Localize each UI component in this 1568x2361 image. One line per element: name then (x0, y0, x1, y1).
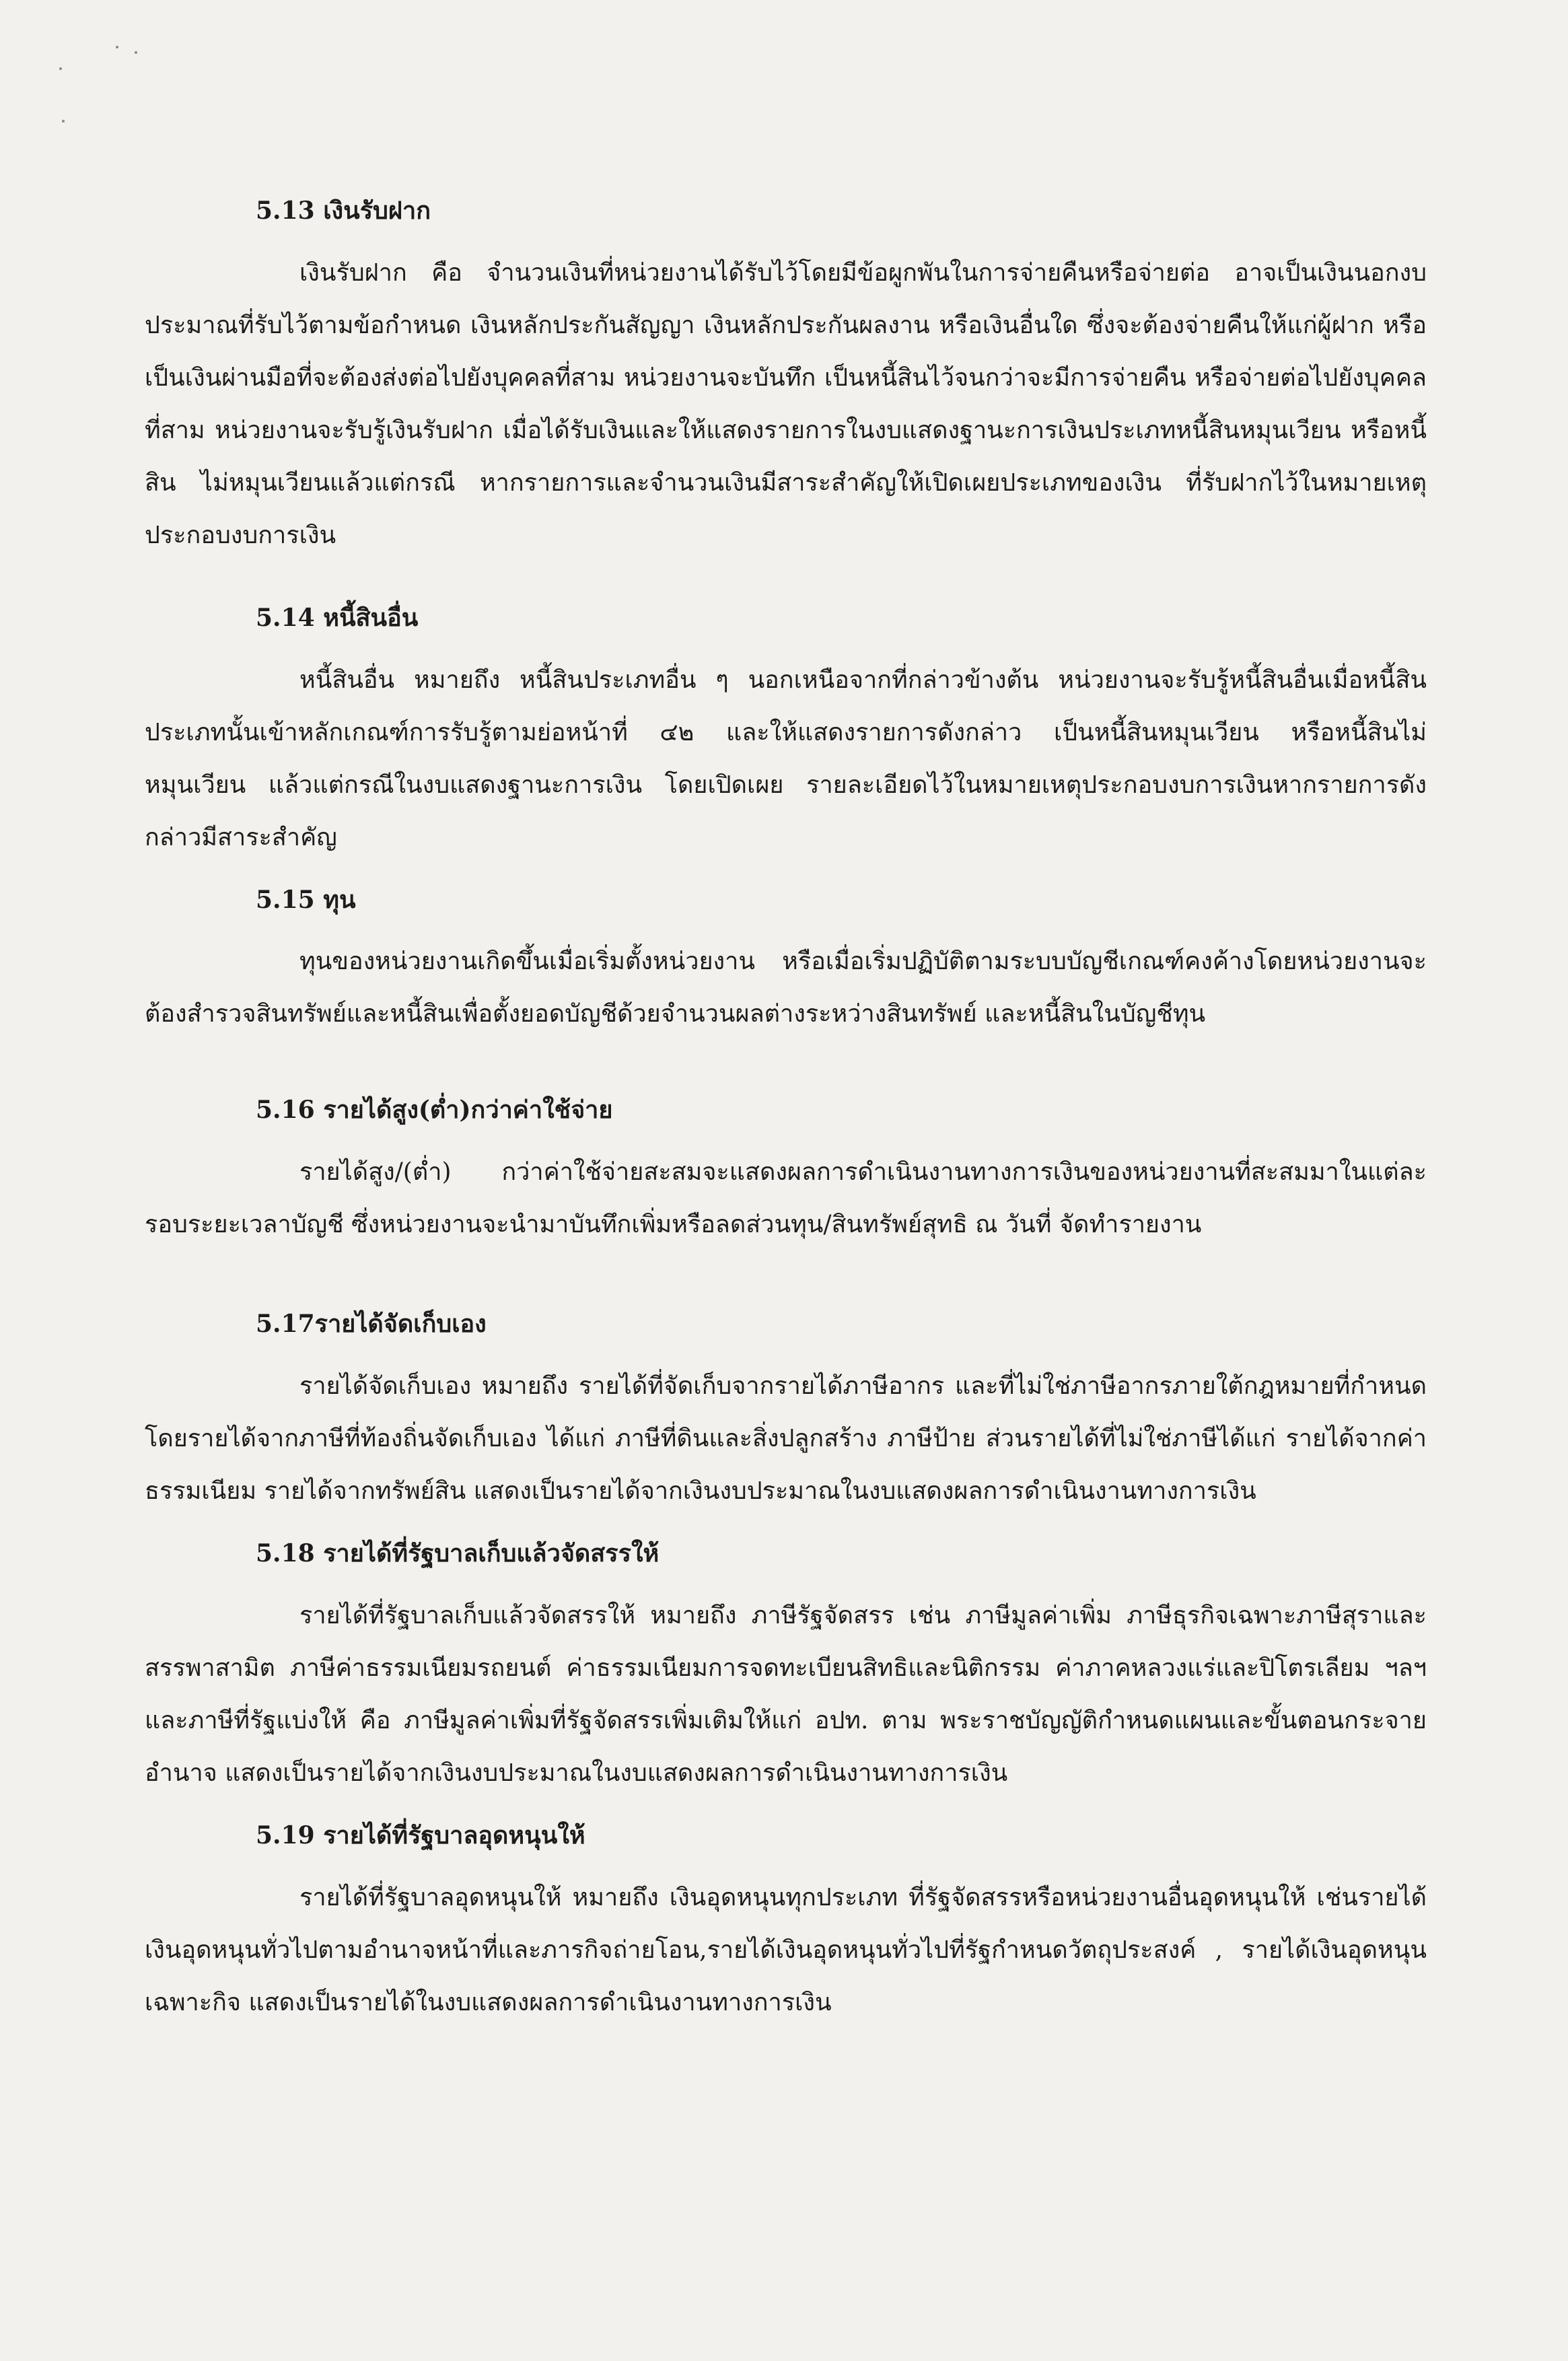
section-paragraph: รายได้สูง/(ต่ำ) กว่าค่าใช้จ่ายสะสมจะแสดงผลการดำเนินงานทางการเงินของหน่วยงานที่สะสมมาในแต่ละรอบระยะเวลาบัญชี ซึ่งหน่วยงานจะนำมาบันทึกเพิ่มหรือลดส่วนทุน/สินทรัพย์สุทธิ ณ วันที่ จัดทำรายงาน (145, 1158, 1427, 1239)
section-paragraph: ทุนของหน่วยงานเกิดขึ้นเมื่อเริ่มตั้งหน่วยงาน หรือเมื่อเริ่มปฏิบัติตามระบบบัญชีเกณฑ์คงค้างโดยหน่วยงานจะต้องสำรวจสินทรัพย์และหนี้สินเพื่อตั้งยอดบัญชีด้วยจำนวนผลต่างระหว่างสินทรัพย์ และหนี้สินในบัญชีทุน (145, 948, 1427, 1028)
section-paragraph: รายได้จัดเก็บเอง หมายถึง รายได้ที่จัดเก็บจากรายได้ภาษีอากร และที่ไม่ใช่ภาษีอากรภายใต้กฎหมายที่กำหนด โดยรายได้จากภาษีที่ท้องถิ่นจัดเก็บเอง ได้แก่ ภาษีที่ดินและสิ่งปลูกสร้าง ภาษีป้าย ส่วนรายได้ที่ไม่ใช่ภาษีได้แก่ รายได้จากค่าธรรมเนียม รายได้จากทรัพย์สิน แสดงเป็นรายได้จากเงินงบประมาณในงบแสดงผลการดำเนินงานทางการเงิน (145, 1372, 1427, 1505)
section-5-13 (145, 195, 1427, 562)
section-heading: 5.16 รายได้สูง(ต่ำ)กว่าค่าใช้จ่าย (256, 1096, 613, 1125)
section-heading: 5.15 ทุน (256, 885, 356, 914)
section-paragraph: รายได้ที่รัฐบาลอุดหนุนให้ หมายถึง เงินอุดหนุนทุกประเภท ที่รัฐจัดสรรหรือหน่วยงานอื่นอุดหนุนให้ เช่นรายได้เงินอุดหนุนทั่วไปตามอำนาจหน้าที่และภารกิจถ่ายโอน,รายได้เงินอุดหนุนทั่วไปที่รัฐกำหนดวัตถุประสงค์ , รายได้เงินอุดหนุนเฉพาะกิจ แสดงเป็นรายได้ในงบแสดงผลการดำเนินงานทางการเงิน (145, 1883, 1427, 2016)
scan-speck (62, 120, 65, 122)
section-heading: 5.14 หนี้สินอื่น (256, 603, 419, 632)
section-5-16 (145, 1094, 1427, 1251)
section-5-19 (145, 1820, 1427, 2029)
section-5-17 (145, 1308, 1427, 1518)
section-paragraph: หนี้สินอื่น หมายถึง หนี้สินประเภทอื่น ๆ นอกเหนือจากที่กล่าวข้างต้น หน่วยงานจะรับรู้หนี้สินอื่นเมื่อหนี้สินประเภทนั้นเข้าหลักเกณฑ์การรับรู้ตามย่อหน้าที่ ๔๒ และให้แสดงรายการดังกล่าว เป็นหนี้สินหมุนเวียน หรือหนี้สินไม่หมุนเวียน แล้วแต่กรณีในงบแสดงฐานะการเงิน โดยเปิดเผย รายละเอียดไว้ในหมายเหตุประกอบงบการเงินหากรายการดังกล่าวมีสาระสำคัญ (145, 666, 1427, 851)
section-heading: 5.17รายได้จัดเก็บเอง (256, 1310, 487, 1339)
section-5-14 (145, 602, 1427, 864)
section-heading: 5.18 รายได้ที่รัฐบาลเก็บแล้วจัดสรรให้ (256, 1539, 660, 1567)
section-5-18 (145, 1538, 1427, 1800)
section-5-15 (145, 884, 1427, 1041)
section-paragraph: เงินรับฝาก คือ จำนวนเงินที่หน่วยงานได้รับไว้โดยมีข้อผูกพันในการจ่ายคืนหรือจ่ายต่อ อาจเป็นเงินนอกงบประมาณที่รับไว้ตามข้อกำหนด เงินหลักประกันสัญญา เงินหลักประกันผลงาน หรือเงินอื่นใด ซึ่งจะต้องจ่ายคืนให้แก่ผู้ฝาก หรือเป็นเงินผ่านมือที่จะต้องส่งต่อไปยังบุคคลที่สาม หน่วยงานจะบันทึก เป็นหนี้สินไว้จนกว่าจะมีการจ่ายคืน หรือจ่ายต่อไปยังบุคคลที่สาม หน่วยงานจะรับรู้เงินรับฝาก เมื่อได้รับเงินและให้แสดงรายการในงบแสดงฐานะการเงินประเภทหนี้สินหมุนเวียน หรือหนี้สิน ไม่หมุนเวียนแล้วแต่กรณี หากรายการและจำนวนเงินมีสาระสำคัญให้เปิดเผยประเภทของเงิน ที่รับฝากไว้ในหมายเหตุประกอบงบการเงิน (145, 258, 1427, 549)
scan-speck (135, 51, 137, 54)
scan-speck (59, 67, 62, 70)
section-heading: 5.19 รายได้ที่รัฐบาลอุดหนุนให้ (256, 1821, 585, 1849)
section-paragraph: รายได้ที่รัฐบาลเก็บแล้วจัดสรรให้ หมายถึง ภาษีรัฐจัดสรร เช่น ภาษีมูลค่าเพิ่ม ภาษีธุรกิจเฉพาะภาษีสุราและสรรพาสามิต ภาษีค่าธรรมเนียมรถยนต์ ค่าธรรมเนียมการจดทะเบียนสิทธิและนิติกรรม ค่าภาคหลวงแร่และปิโตรเลียม ฯลฯ และภาษีที่รัฐแบ่งให้ คือ ภาษีมูลค่าเพิ่มที่รัฐจัดสรรเพิ่มเติมให้แก่ อปท. ตาม พระราชบัญญัติกำหนดแผนและขั้นตอนกระจายอำนาจ แสดงเป็นรายได้จากเงินงบประมาณในงบแสดงผลการดำเนินงานทางการเงิน (145, 1601, 1427, 1787)
section-heading: 5.13 เงินรับฝาก (256, 197, 431, 225)
scan-speck (116, 46, 118, 48)
